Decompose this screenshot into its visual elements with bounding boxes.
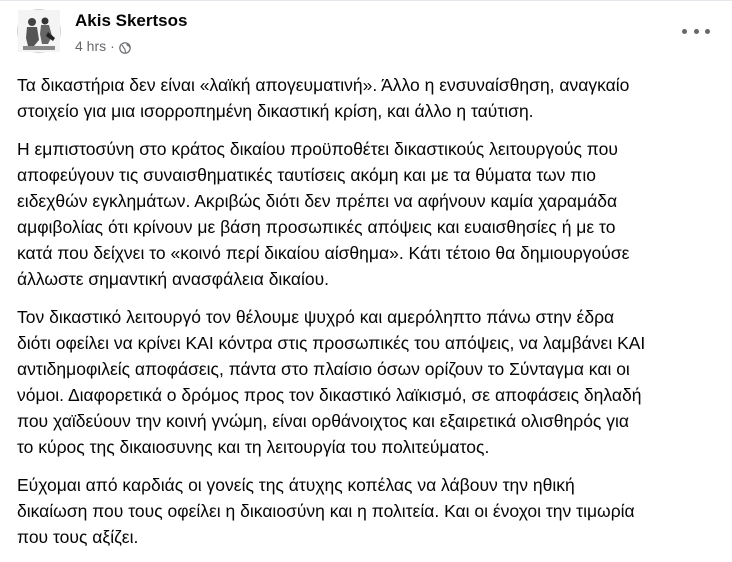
separator-dot: ·	[110, 38, 115, 54]
dot	[682, 29, 687, 34]
text-line: δικαίωση που τους οφείλει η δικαιοσύνη και η πολιτεία. Και οι ένοχοι την τιμωρία	[17, 501, 635, 521]
avatar-drawing	[18, 10, 60, 52]
globe-icon[interactable]	[119, 40, 131, 52]
text-line: νόμοι. Διαφορετικά ο δρόμος προς τον δικαστικό λαϊκισμό, σε αποφάσεις δηλαδή	[17, 385, 642, 405]
paragraph	[17, 472, 717, 550]
post-header	[17, 9, 187, 61]
post-timestamp[interactable]: 4 hrs	[75, 38, 107, 54]
text-line: Τον δικαστικό λειτουργό τον θέλουμε ψυχρό και αμερόληπτο πάνω στην έδρα	[17, 307, 615, 327]
text-line: Εύχομαι από καρδιάς οι γονείς της άτυχης κοπέλας να λάβουν την ηθική	[17, 475, 575, 495]
text-line: το κύρος της δικαιοσυνης και τη λειτουργία του πολιτεύματος.	[17, 437, 490, 457]
text-line: που χαϊδεύουν την κοινή γνώμη, είναι ορθάνοιχτος και εξαιρετικά ολισθηρός για	[17, 411, 629, 431]
paragraph	[17, 304, 717, 460]
text-line: Η εμπιστοσύνη στο κράτος δικαίου προϋποθέτει δικαστικούς λειτουργούς που	[17, 139, 618, 159]
post-content	[17, 72, 717, 562]
more-options-icon[interactable]	[682, 21, 710, 41]
post-meta	[75, 9, 187, 55]
text-line: αποφεύγουν τις συναισθηματικές ταυτίσεις ακόμη και με τα θύματα των πιο	[17, 165, 596, 185]
author-name[interactable]: Akis Skertsos	[75, 11, 188, 30]
dot	[705, 29, 710, 34]
text-line: αμφιβολίας ότι κρίνουν με βάση προσωπικές απόψεις και ευαισθησίες ή με το	[17, 217, 616, 237]
paragraph	[17, 136, 717, 292]
text-line: Τα δικαστήρια δεν είναι «λαϊκή απογευματινή». Άλλο η ενσυναίσθηση, αναγκαίο	[17, 75, 630, 95]
avatar[interactable]	[17, 9, 61, 53]
text-line: κατά που δείχνει το «κοινό περί δικαίου αίσθημα». Κάτι τέτοιο θα δημιουργούσε	[17, 243, 630, 263]
paragraph	[17, 72, 717, 124]
text-line: ειδεχθών εγκλημάτων. Ακριβώς διότι δεν πρέπει να αφήνουν καμία χαραμάδα	[17, 191, 618, 211]
post-subline	[75, 37, 187, 55]
text-line: αντιδημοφιλείς αποφάσεις, πάντα στο πλαίσιο όσων ορίζουν το Σύνταγμα και οι	[17, 359, 630, 379]
text-line: διότι οφείλει να κρίνει ΚΑΙ κόντρα στις προσωπικές του απόψεις, να λαμβάνει ΚΑΙ	[17, 333, 646, 353]
text-line: που τους αξίζει.	[17, 527, 139, 547]
text-line: άλλωστε σημαντική ανασφάλεια δικαίου.	[17, 269, 330, 289]
dot	[694, 29, 699, 34]
text-line: στοιχείο για μια ισορροπημένη δικαστική κρίση, και άλλο η ταύτιση.	[17, 101, 534, 121]
